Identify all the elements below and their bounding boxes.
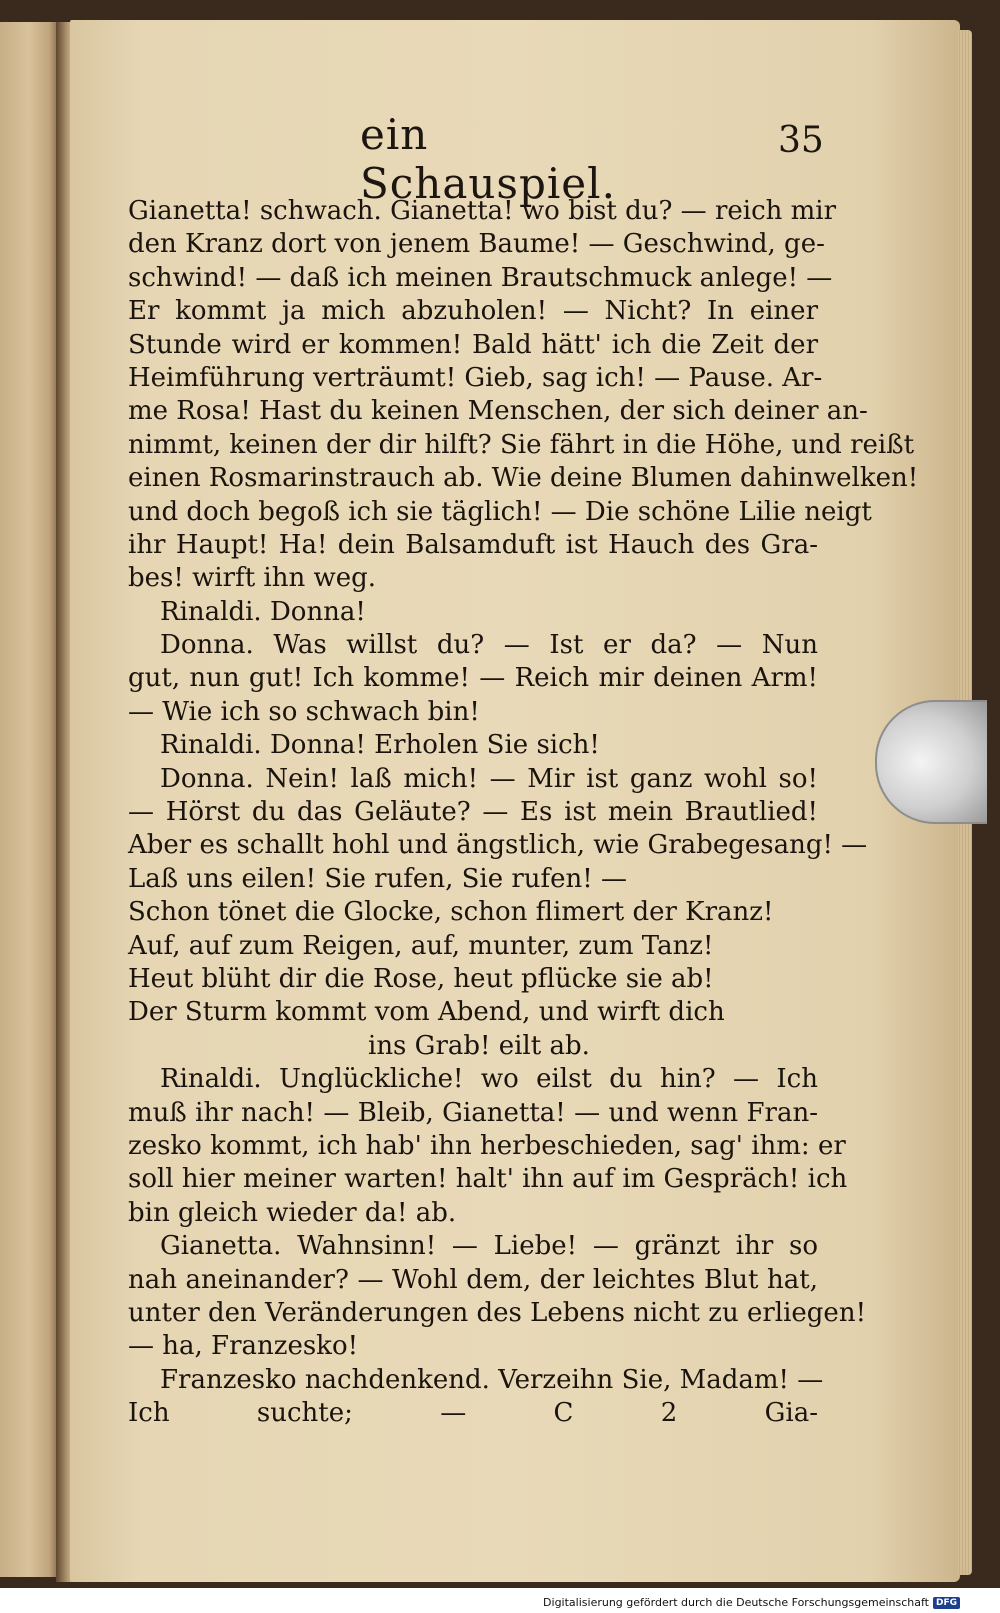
page-text — [128, 195, 919, 1430]
text-line: einen Rosmarinstrauch ab. Wie deine Blumen dahinwelken! — [128, 463, 919, 494]
text-line: nah aneinander? — Wohl dem, der leichtes Blut hat, — [128, 1264, 818, 1295]
page-clip-icon — [875, 700, 987, 824]
running-head: ein Schauspiel. — [360, 110, 616, 208]
text-line: Heimführung verträumt! Gieb, sag ich! — Pause. Ar- — [128, 362, 823, 393]
verse-line: Heut blüht dir die Rose, heut pflücke sie ab! — [128, 963, 714, 994]
digitization-credit — [543, 1596, 960, 1609]
speaker-line: Rinaldi. Donna! — [160, 596, 366, 627]
verse-line: ins Grab! eilt ab. — [368, 1030, 590, 1061]
dfg-logo: DFG — [933, 1597, 960, 1609]
text-line: bes! wirft ihn weg. — [128, 563, 377, 594]
text-line: und doch begoß ich sie täglich! — Die schöne Lilie neigt — [128, 496, 872, 527]
speaker-line: Donna. Was willst du? — Ist er da? — Nun — [160, 630, 818, 661]
text-line: Laß uns eilen! Sie rufen, Sie rufen! — — [128, 863, 628, 894]
credit-text: Digitalisierung gefördert durch die Deutsche Forschungsgemeinschaft — [543, 1596, 929, 1609]
verse-line: Schon tönet die Glocke, schon flimert der Kranz! — [128, 897, 774, 928]
text-line: Gianetta! schwach. Gianetta! wo bist du? — reich mir — [128, 196, 837, 226]
speaker-line: Donna. Nein! laß mich! — Mir ist ganz wohl so! — [160, 763, 818, 794]
left-page-edge — [0, 22, 58, 1577]
text-line: me Rosa! Hast du keinen Menschen, der sich deiner an- — [128, 396, 868, 427]
text-line: unter den Veränderungen des Lebens nicht zu erliegen! — [128, 1297, 867, 1328]
text-line: — ha, Franzesko! — [128, 1331, 359, 1362]
page-number: 35 — [778, 120, 824, 161]
text-line: schwind! — daß ich meinen Brautschmuck anlege! — — [128, 262, 833, 293]
verse-line: Der Sturm kommt vom Abend, und wirft dich — [128, 997, 725, 1028]
text-line: nimmt, keinen der dir hilft? Sie fährt in die Höhe, und reißt — [128, 429, 915, 460]
verse-line: Auf, auf zum Reigen, auf, munter, zum Tanz! — [128, 930, 714, 961]
text-line: Stunde wird er kommen! Bald hätt' ich die Zeit der — [128, 329, 818, 360]
speaker-line: Rinaldi. Unglückliche! wo eilst du hin? — Ich — [160, 1064, 818, 1095]
speaker-line: Franzesko nachdenkend. Verzeihn Sie, Madam! — — [160, 1364, 824, 1395]
speaker-line: Rinaldi. Donna! Erholen Sie sich! — [160, 730, 600, 761]
text-line: bin gleich wieder da! ab. — [128, 1197, 457, 1228]
text-line: soll hier meiner warten! halt' ihn auf im Gespräch! ich — [128, 1164, 848, 1195]
text-line: — Hörst du das Geläute? — Es ist mein Brautlied! — [128, 797, 818, 828]
text-line: Er kommt ja mich abzuholen! — Nicht? In einer — [128, 296, 818, 327]
text-line: ihr Haupt! Ha! dein Balsamduft ist Hauch des Gra- — [128, 529, 818, 560]
text-line: muß ihr nach! — Bleib, Gianetta! — und wenn Fran- — [128, 1097, 818, 1128]
text-line: den Kranz dort von jenem Baume! — Geschwind, ge- — [128, 229, 825, 260]
signature-line: Ich suchte; — C 2 Gia- — [128, 1398, 818, 1429]
text-line: zesko kommt, ich hab' ihn herbeschieden, sag' ihm: er — [128, 1130, 846, 1161]
speaker-line: Gianetta. Wahnsinn! — Liebe! — gränzt ihr so — [160, 1231, 818, 1262]
text-line: Aber es schallt hohl und ängstlich, wie Grabegesang! — — [128, 830, 868, 861]
text-line: gut, nun gut! Ich komme! — Reich mir deinen Arm! — [128, 663, 818, 694]
text-line: — Wie ich so schwach bin! — [128, 696, 480, 727]
